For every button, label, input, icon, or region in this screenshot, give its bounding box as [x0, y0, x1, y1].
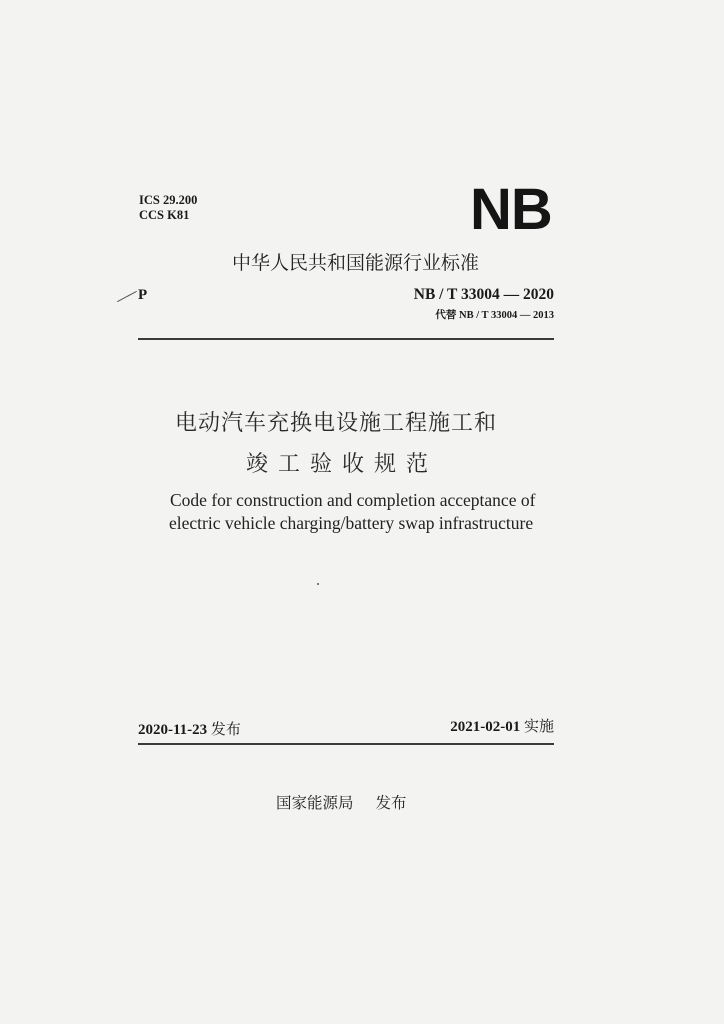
- title-zh-line1: 电动汽车充换电设施工程施工和: [175, 411, 498, 436]
- ics-code: ICS 29.200: [139, 193, 198, 207]
- implementation-label: 实施: [523, 717, 554, 735]
- pen-mark-decoration: [117, 291, 137, 302]
- top-divider: [138, 338, 554, 340]
- issue-date-block: [138, 719, 241, 740]
- implementation-date: 2021-02-01: [450, 719, 521, 735]
- organization-title: 中华人民共和国能源行业标准: [232, 252, 480, 274]
- title-zh-line2: 竣工验收规范: [246, 452, 439, 477]
- standard-number: NB / T 33004 — 2020: [413, 286, 554, 303]
- scan-speck: [317, 583, 319, 585]
- publish-label: 发布: [375, 794, 407, 812]
- publisher-block: [276, 793, 407, 813]
- nb-logo: NB: [470, 177, 552, 242]
- replaces-standard: 代替 NB / T 33004 — 2013: [435, 310, 554, 321]
- publisher-name: 国家能源局: [276, 794, 354, 812]
- title-en-line1: Code for construction and completion acceptance of: [170, 490, 536, 510]
- category-mark: P: [138, 287, 148, 303]
- title-en-line2: electric vehicle charging/battery swap infrastructure: [169, 513, 534, 533]
- ccs-code: CCS K81: [139, 208, 190, 222]
- issue-date: 2020-11-23: [138, 722, 208, 738]
- issue-label: 发布: [210, 720, 241, 738]
- implementation-date-block: [450, 716, 554, 737]
- bottom-divider: [138, 743, 554, 745]
